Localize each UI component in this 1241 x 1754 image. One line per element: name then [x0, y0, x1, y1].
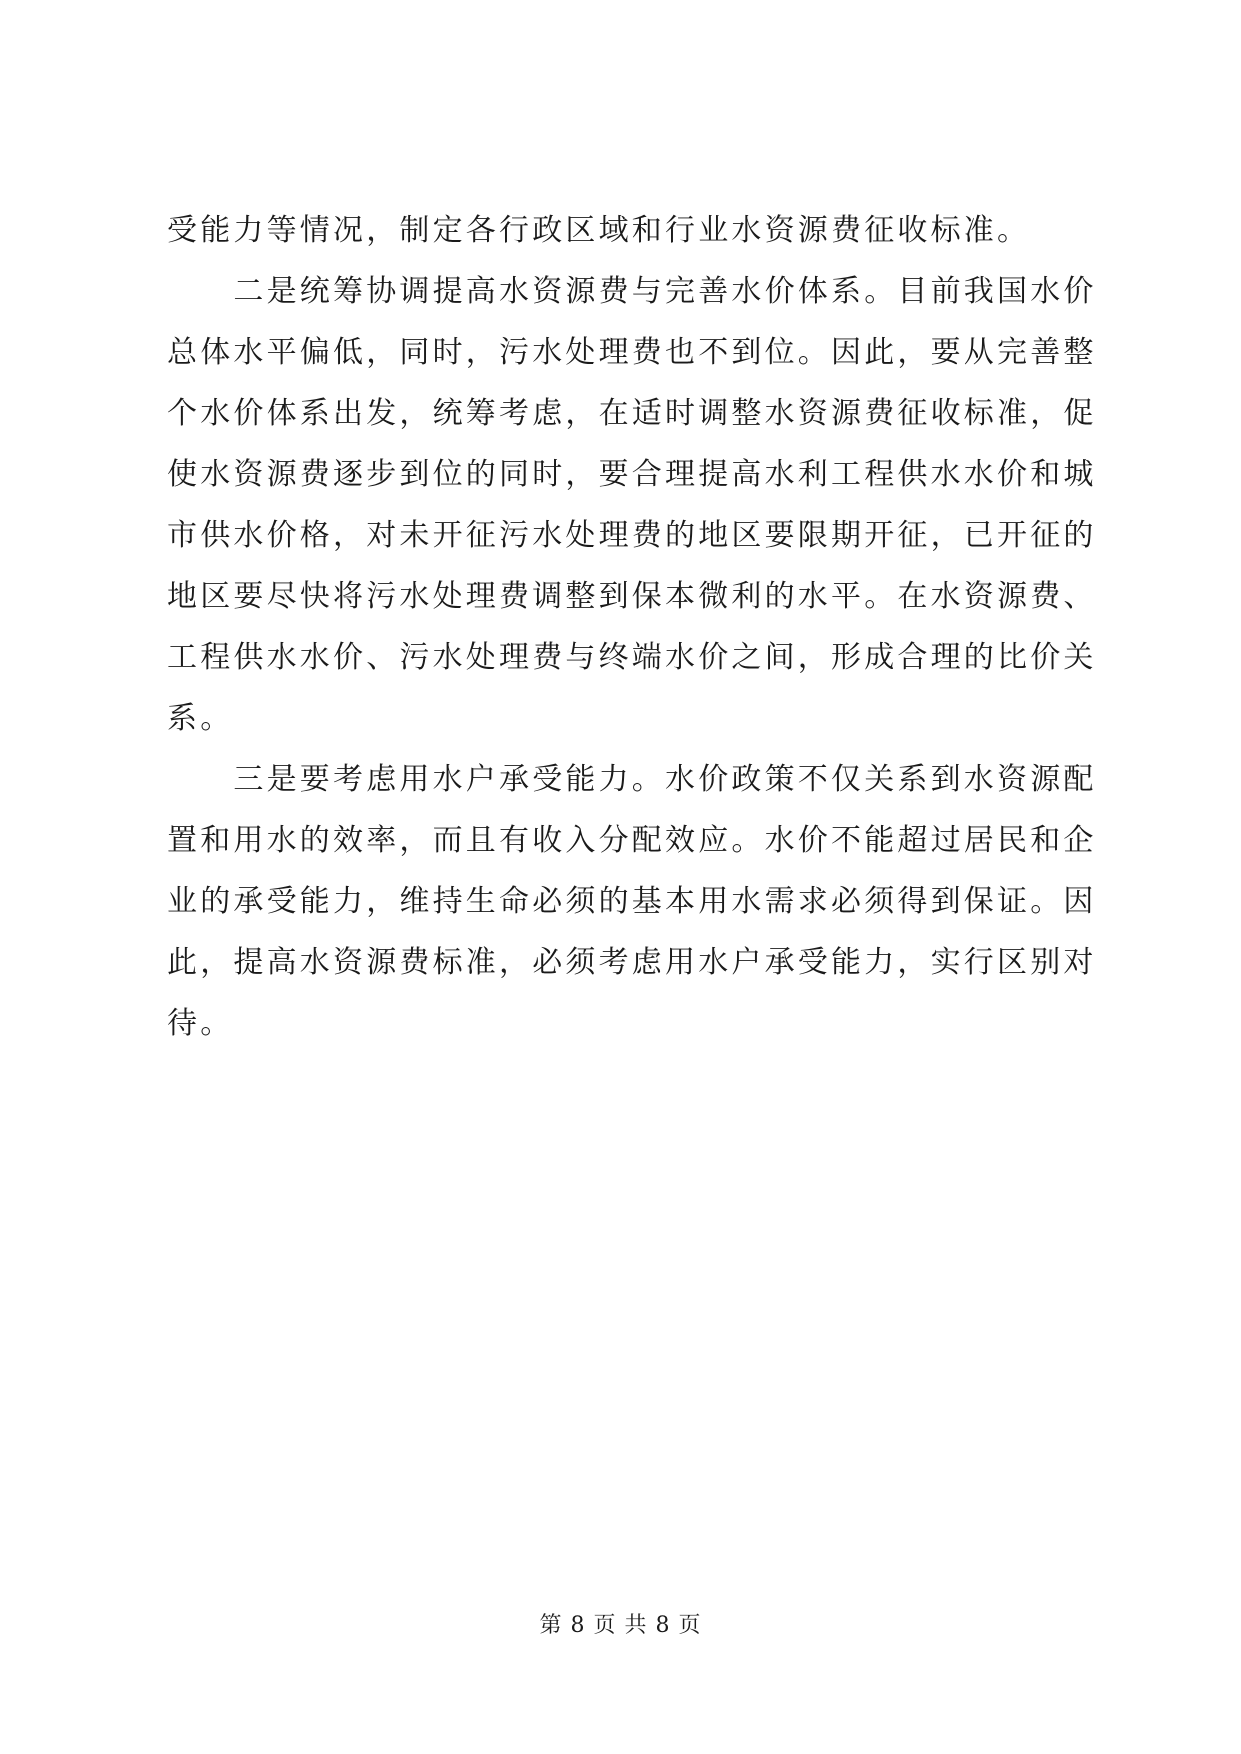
text-line-9: 系。	[167, 701, 234, 736]
text-line-11: 置和用水的效率，而且有收入分配效应。水价不能超过居民和企	[167, 823, 1097, 858]
text-line-8: 工程供水水价、污水处理费与终端水价之间，形成合理的比价关	[167, 640, 1097, 675]
text-line-2: 二是统筹协调提高水资源费与完善水价体系。目前我国水价	[167, 274, 1097, 309]
text-line-10: 三是要考虑用水户承受能力。水价政策不仅关系到水资源配	[167, 762, 1097, 797]
page-footer: 第 8 页 共 8 页	[539, 1613, 702, 1638]
text-line-5: 使水资源费逐步到位的同时，要合理提高水利工程供水水价和城	[167, 457, 1097, 492]
text-line-7: 地区要尽快将污水处理费调整到保本微利的水平。在水资源费、	[167, 579, 1097, 614]
body-text	[167, 200, 1097, 1054]
text-line-3: 总体水平偏低，同时，污水处理费也不到位。因此，要从完善整	[167, 335, 1097, 370]
text-line-1: 受能力等情况，制定各行政区域和行业水资源费征收标准。	[167, 213, 1031, 248]
text-line-14: 待。	[167, 1006, 234, 1041]
text-line-4: 个水价体系出发，统筹考虑，在适时调整水资源费征收标准，促	[167, 396, 1097, 431]
text-line-6: 市供水价格，对未开征污水处理费的地区要限期开征，已开征的	[167, 518, 1097, 553]
text-line-12: 业的承受能力，维持生命必须的基本用水需求必须得到保证。因	[167, 884, 1097, 919]
text-line-13: 此，提高水资源费标准，必须考虑用水户承受能力，实行区别对	[167, 945, 1097, 980]
